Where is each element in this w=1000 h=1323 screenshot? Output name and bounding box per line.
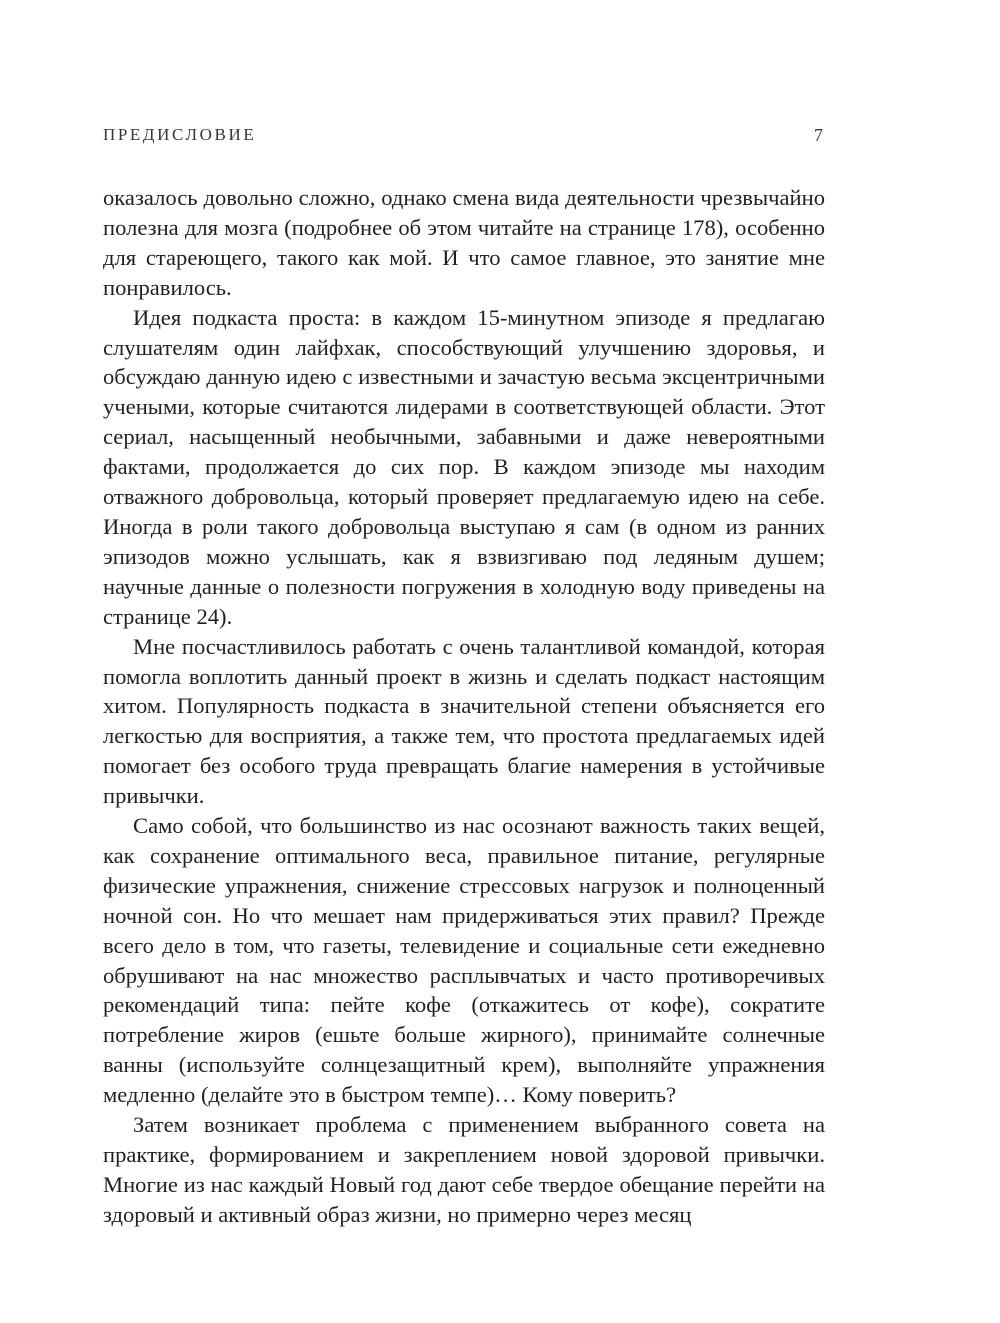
page-number: 7	[814, 125, 823, 145]
section-title: ПРЕДИСЛОВИЕ	[103, 125, 257, 144]
paragraph-3: Мне посчастливилось работать с очень талантливой командой, которая помогла воплотить данный проект в жизнь и сделать подкаст настоящим хитом. Популярность подкаста в значительной степени объясняется его легкостью для восприятия, а также тем, что простота предлагаемых идей помогает без особого труда превращать благие намерения в устойчивые привычки.	[103, 633, 825, 809]
paragraph-1: оказалось довольно сложно, однако смена вида деятельности чрезвычайно полезна для мозга (подробнее об этом читайте на странице 178), особенно для стареющего, такого как мой. И что самое главное, это занятие мне понравилось.	[103, 185, 825, 300]
paragraph-4: Само собой, что большинство из нас осознают важность таких вещей, как сохранение оптимального веса, правильное питание, регулярные физические упражнения, снижение стрессовых нагрузок и полноценный ночной сон. Но что мешает нам придерживаться этих правил? Прежде всего дело в том, что газеты, телевидение и социальные сети ежедневно обрушивают на нас множество расплывчатых и часто противоречивых рекомендаций типа: пейте кофе (откажитесь от кофе), сократите потребление жиров (ешьте больше жирного), принимайте солнечные ванны (используйте солнцезащитный крем), выполняйте упражнения медленно (делайте это в быстром темпе)… Кому поверить?	[103, 813, 825, 1108]
body-text	[103, 183, 825, 1230]
paragraph-5: Затем возникает проблема с применением выбранного совета на практике, формированием и закреплением новой здоровой привычки. Многие из нас каждый Новый год дают себе твердое обещание перейти на здоровый и активный образ жизни, но примерно через месяц	[103, 1112, 825, 1227]
paragraph-2: Идея подкаста проста: в каждом 15-минутном эпизоде я предлагаю слушателям один лайфхак, способствующий улучшению здоровья, и обсуждаю данную идею с известными и зачастую весьма эксцентричными учеными, которые считаются лидерами в соответствующей области. Этот сериал, насыщенный необычными, забавными и даже невероятными фактами, продолжается до сих пор. В каждом эпизоде мы находим отважного добровольца, который проверяет предлагаемую идею на себе. Иногда в роли такого добровольца выступаю я сам (в одном из ранних эпизодов можно услышать, как я взвизгиваю под ледяным душем; научные данные о полезности погружения в холодную воду приведены на странице 24).	[103, 304, 825, 629]
running-head	[103, 125, 823, 149]
